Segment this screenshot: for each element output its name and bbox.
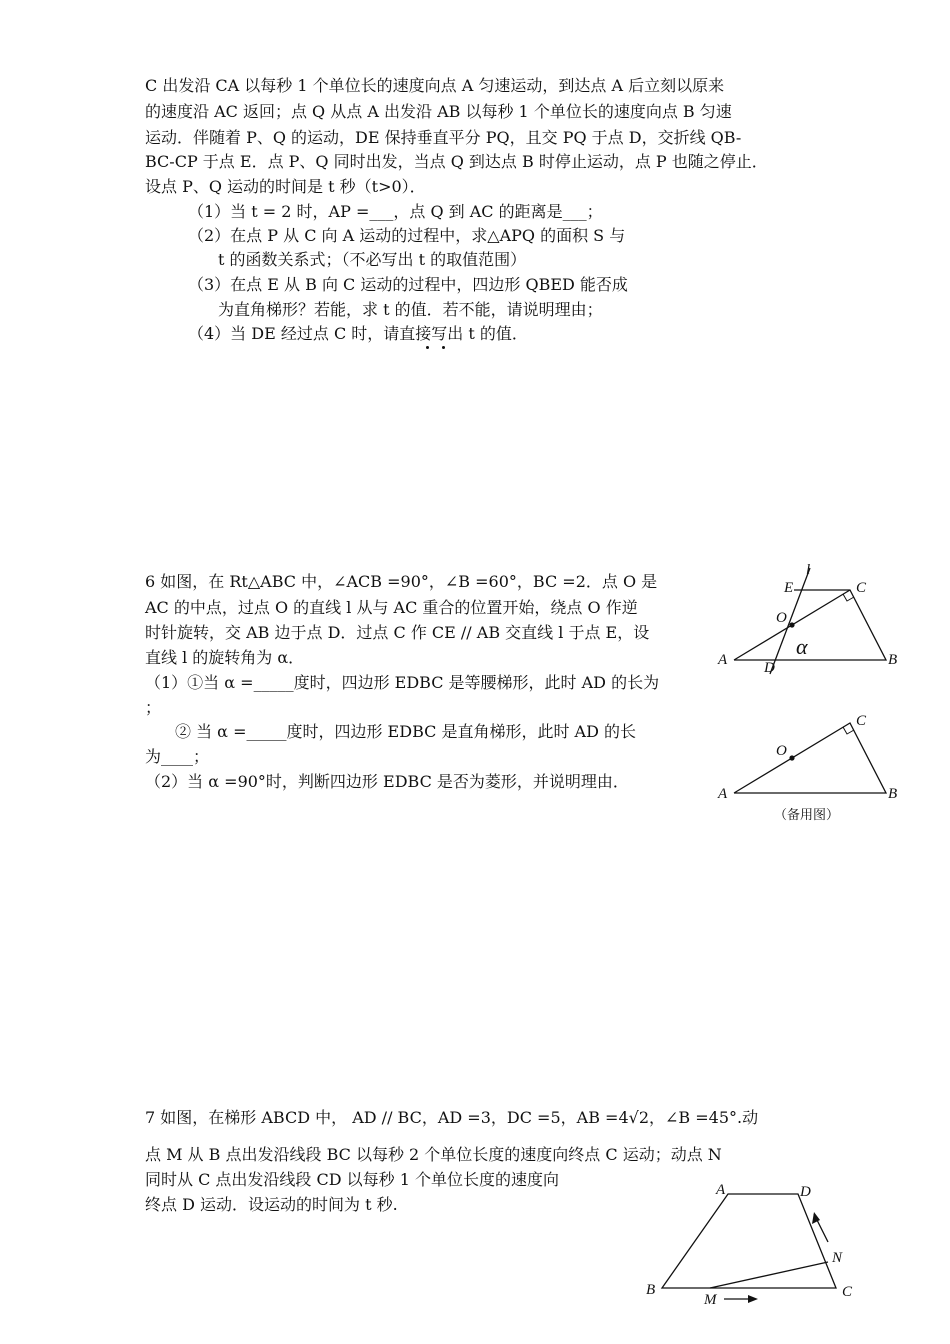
label-B: B [888, 786, 898, 802]
point-O [789, 622, 794, 627]
q7-line-4: 终点 D 运动．设运动的时间为 t 秒. [145, 1195, 398, 1214]
q5-intro-line-3: 运动．伴随着 P、Q 的运动，DE 保持垂直平分 PQ，且交 PQ 于点 D，交折线 QB- [145, 128, 742, 147]
label-B: B [646, 1282, 656, 1298]
label-A: A [716, 1182, 726, 1198]
point-O [789, 755, 794, 760]
label-O: O [776, 743, 787, 759]
q7-line-1: 7 如图，在梯形 ABCD 中， AD // BC，AD =3，DC =5，AB =4√2，∠B =45°.动 [145, 1108, 759, 1127]
q7-figure-trapezoid [640, 1178, 870, 1308]
label-A: A [718, 652, 728, 668]
q5-part-1: （1）当 t = 2 时，AP =___，点 Q 到 AC 的距离是___； [188, 202, 603, 221]
label-D: D [764, 660, 775, 676]
triangle-ABC [734, 723, 886, 793]
emphasis-dot [426, 346, 429, 349]
q5-part-3-cont: 为直角梯形？若能，求 t 的值．若不能，请说明理由； [218, 300, 603, 319]
q5-part-3: （3）在点 E 从 B 向 C 运动的过程中，四边形 QBED 能否成 [188, 275, 628, 294]
trapezoid-outline [734, 590, 886, 660]
label-E: E [784, 580, 794, 596]
label-C: C [856, 580, 867, 596]
q6-figure-main [710, 560, 910, 680]
label-l: l [806, 562, 811, 578]
q5-part-2-cont: t 的函数关系式；（不必写出 t 的取值范围） [218, 250, 527, 269]
arrow-M-head [748, 1295, 758, 1303]
label-B: B [888, 652, 898, 668]
label-alpha: α [796, 634, 808, 659]
q5-part-4: （4）当 DE 经过点 C 时，请直接写出 t 的值． [188, 324, 528, 343]
label-D: D [800, 1184, 811, 1200]
q6-part-1a-cont: ； [145, 698, 162, 717]
q6-figure-backup [710, 705, 910, 825]
q6-part-1a: （1）①当 α =_____度时，四边形 EDBC 是等腰梯形，此时 AD 的长为 [145, 673, 660, 692]
q7-line-2: 点 M 从 B 点出发沿线段 BC 以每秒 2 个单位长度的速度向终点 C 运动；动点 N [145, 1145, 722, 1164]
q6-part-2: （2）当 α =90°时，判断四边形 EDBC 是否为菱形，并说明理由． [145, 772, 629, 791]
trapezoid-ABCD [662, 1194, 836, 1288]
q6-line-3: 时针旋转，交 AB 边于点 D．过点 C 作 CE // AB 交直线 l 于点 E，设 [145, 623, 650, 642]
q6-part-1b-cont: 为____； [145, 747, 210, 766]
q6-line-2: AC 的中点，过点 O 的直线 l 从与 AC 重合的位置开始，绕点 O 作逆 [145, 598, 638, 617]
label-C: C [856, 713, 867, 729]
q5-intro-line-5: 设点 P、Q 运动的时间是 t 秒（t>0）． [145, 177, 426, 196]
q5-intro-line-1: C 出发沿 CA 以每秒 1 个单位长的速度向点 A 匀速运动，到达点 A 后立刻以原来 [145, 76, 725, 95]
q5-intro-line-4: BC-CP 于点 E．点 P、Q 同时出发，当点 Q 到达点 B 时停止运动，点 P 也随之停止． [145, 152, 768, 171]
emphasis-dot [442, 346, 445, 349]
q5-part-2: （2）在点 P 从 C 向 A 运动的过程中，求△APQ 的面积 S 与 [188, 226, 626, 245]
q6-line-1: 6 如图，在 Rt△ABC 中，∠ACB =90°，∠B =60°，BC =2．点 O 是 [145, 572, 658, 591]
segment-MN [710, 1262, 828, 1288]
label-A: A [718, 786, 728, 802]
figure-caption: （备用图） [774, 808, 840, 823]
label-C: C [842, 1284, 853, 1300]
label-O: O [776, 610, 787, 626]
label-N: N [832, 1250, 843, 1266]
q5-intro-line-2: 的速度沿 AC 返回；点 Q 从点 A 出发沿 AB 以每秒 1 个单位长的速度向点 B 匀速 [145, 102, 732, 121]
q7-line-3: 同时从 C 点出发沿线段 CD 以每秒 1 个单位长度的速度向 [145, 1170, 560, 1189]
label-M: M [704, 1292, 717, 1308]
q6-line-4: 直线 l 的旋转角为 α． [145, 648, 305, 667]
q6-part-1b: ② 当 α =_____度时，四边形 EDBC 是直角梯形，此时 AD 的长 [175, 722, 637, 741]
